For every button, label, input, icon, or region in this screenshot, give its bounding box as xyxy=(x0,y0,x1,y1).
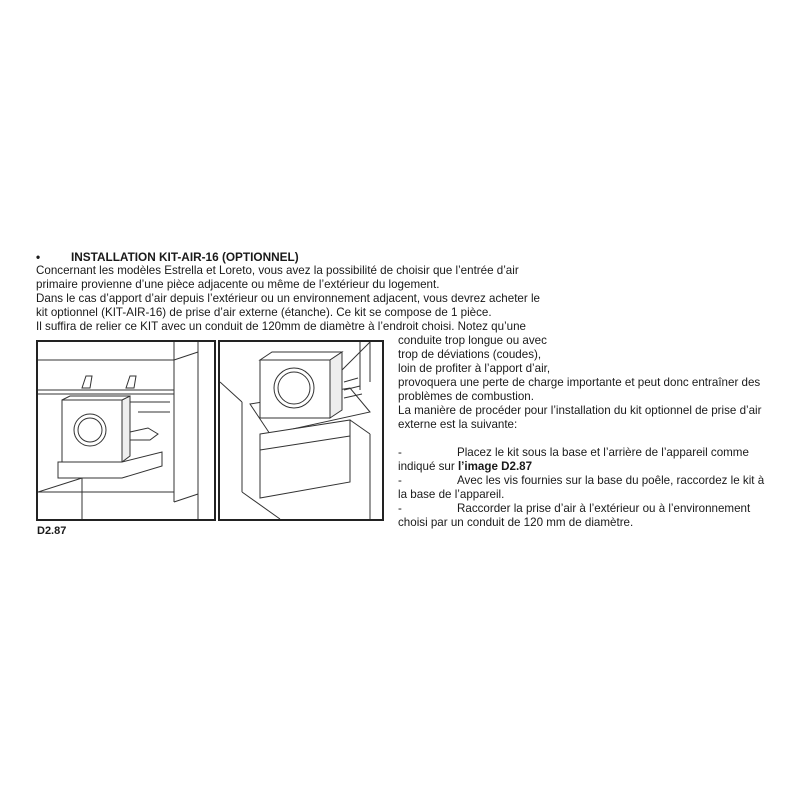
intro-line: Concernant les modèles Estrella et Loreto, vous avez la possibilité de choisir que l’entrée d’air xyxy=(36,264,519,277)
intro-line: kit optionnel (KIT-AIR-16) de prise d’air externe (étanche). Ce kit se compose de 1 pièce. xyxy=(36,306,492,319)
side-line: externe est la suivante: xyxy=(398,418,518,431)
intro-line: Il suffira de relier ce KIT avec un conduit de 120mm de diamètre à l’endroit choisi. Notez qu’une xyxy=(36,320,526,333)
step-3-line1: Raccorder la prise d’air à l’extérieur ou à l’environnement xyxy=(457,502,751,515)
step-2-line1: Avec les vis fournies sur la base du poêle, raccordez le kit à xyxy=(457,474,765,487)
figure-caption: D2.87 xyxy=(37,525,67,537)
kit-installed-drawing xyxy=(220,342,382,519)
intro-line: Dans le cas d’apport d’air depuis l’extérieur ou un environnement adjacent, vous devrez acheter le xyxy=(36,292,540,305)
side-line: problèmes de combustion. xyxy=(398,390,534,403)
step-dash: - xyxy=(398,502,402,515)
side-line: conduite trop longue ou avec xyxy=(398,334,547,347)
bullet: • xyxy=(36,250,41,264)
figure-left-illustration xyxy=(36,340,216,521)
step-dash: - xyxy=(398,446,402,459)
stove-base-kit-drawing xyxy=(38,342,214,519)
side-line: loin de profiter à l’apport d’air, xyxy=(398,362,551,375)
side-line: provoquera une perte de charge importante et peut donc entraîner des xyxy=(398,376,761,389)
side-line: trop de déviations (coudes), xyxy=(398,348,542,361)
section-title: INSTALLATION KIT-AIR-16 (OPTIONNEL) xyxy=(71,250,299,264)
step-1-line2: indiqué sur l’image D2.87 xyxy=(398,460,533,473)
step-dash: - xyxy=(398,474,402,487)
figure-reference: l’image D2.87 xyxy=(457,460,533,473)
step-1-line1: Placez le kit sous la base et l’arrière de l’appareil comme xyxy=(457,446,749,459)
figure-right-illustration xyxy=(218,340,384,521)
intro-line: primaire provienne d’une pièce adjacente ou même de l’extérieur du logement. xyxy=(36,278,440,291)
side-line: La manière de procéder pour l’installation du kit optionnel de prise d’air xyxy=(398,404,762,417)
step-3-line2: choisi par un conduit de 120 mm de diamètre. xyxy=(398,516,634,529)
step-2-line2: la base de l’appareil. xyxy=(398,488,505,501)
